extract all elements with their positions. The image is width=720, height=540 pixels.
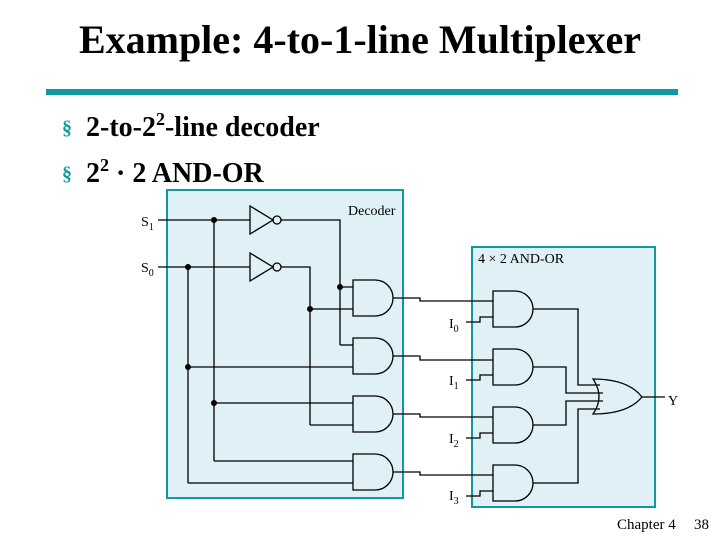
junction-dot [185, 364, 191, 370]
bullet-andor-sup: 2 [100, 155, 109, 175]
junction-dot [211, 400, 217, 406]
bullet-decoder-post: -line decoder [164, 112, 320, 143]
bullet-andor-pre: 2 [86, 158, 100, 189]
junction-dot [307, 306, 313, 312]
junction-dot [337, 284, 343, 290]
input-s1-label: $S_1$ [141, 215, 154, 233]
bullet-decoder-sup: 2 [155, 109, 165, 129]
bullet-andor-post: · 2 AND-OR [109, 158, 264, 189]
input-i0-label: $I_0$ [449, 317, 459, 335]
input-i3-label: $I_3$ [449, 489, 459, 507]
andor-label: 4 × 2 AND-OR [478, 252, 565, 267]
input-i1-label: $I_1$ [449, 374, 459, 392]
decoder-label: Decoder [348, 204, 396, 219]
bullet-marker-icon: § [62, 163, 72, 185]
output-y-label: Y [668, 394, 679, 409]
footer-chapter: Chapter 4 [617, 517, 676, 533]
slide-title: Example: 4-to-1-line Multiplexer [78, 17, 642, 62]
junction-dot [211, 217, 217, 223]
input-i2-label: $I_2$ [449, 432, 459, 450]
bullet-decoder-pre: 2-to-2 [86, 112, 156, 143]
bullet-marker-icon: § [62, 117, 72, 139]
junction-dot [185, 264, 191, 270]
footer-page-number: 38 [694, 517, 709, 533]
decoder-block [167, 190, 403, 498]
andor-block [472, 247, 655, 507]
input-s0-label: $S_0$ [141, 261, 154, 279]
